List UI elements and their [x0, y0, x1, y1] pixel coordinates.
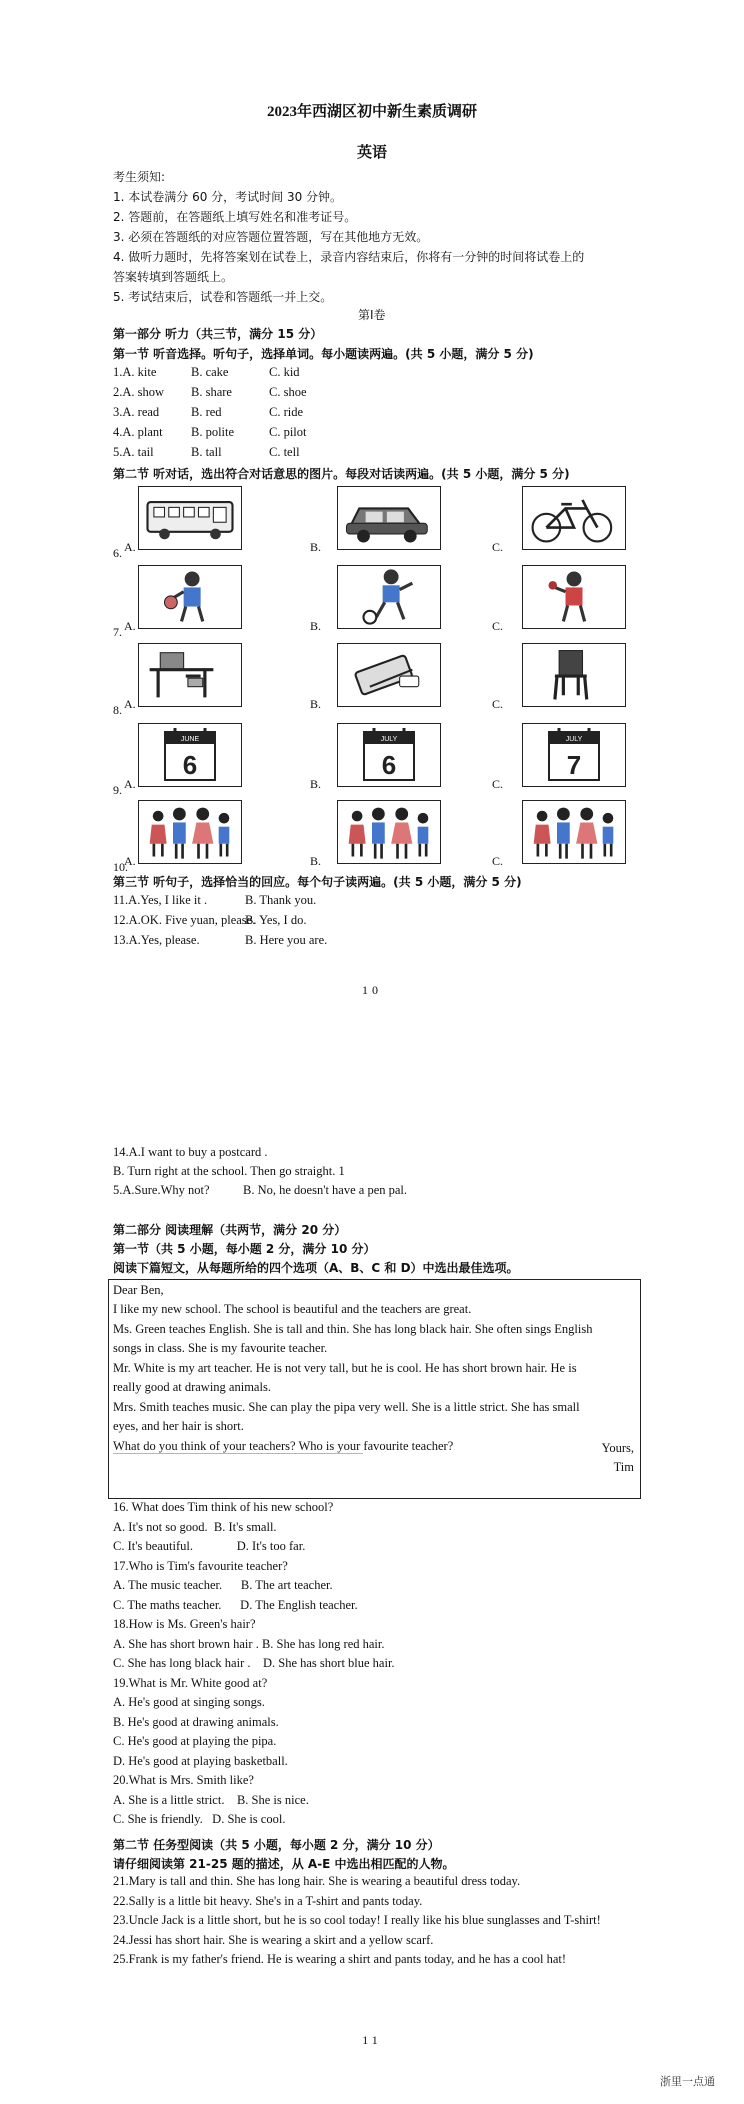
calendar-day: 7	[566, 750, 582, 780]
option-a: 4.A. plant	[113, 425, 163, 439]
option-c: C. pilot	[269, 425, 307, 439]
part2-heading: 第二部分 阅读理解（共两节，满分 20 分）	[113, 1223, 347, 1237]
calendar-icon	[338, 724, 440, 786]
bicycle-icon	[523, 487, 625, 549]
underline-mark	[113, 1453, 363, 1454]
notice-item: 3. 必须在答题纸的对应答题位置答题，写在其他地方无效。	[113, 230, 429, 244]
family-icon	[139, 801, 241, 863]
reading-question-line: 19.What is Mr. White good at?	[113, 1675, 268, 1690]
picture-option-label[interactable]: C.	[492, 619, 504, 633]
option-a: 3.A. read	[113, 405, 160, 419]
task-description-line: 21.Mary is tall and thin. She has long hair. She is wearing a beautiful dress today.	[113, 1874, 521, 1888]
task-description-line: 25.Frank is my father's friend. He is wearing a shirt and pants today, and he has a cool hat!	[113, 1952, 567, 1966]
option-b: B. Yes, I do.	[245, 913, 307, 927]
picture-question-number: 6.	[113, 546, 122, 560]
picture-option-label[interactable]: B.	[310, 619, 322, 633]
picture-option[interactable]	[138, 643, 242, 707]
option-c: C. kid	[269, 365, 300, 379]
option-b: B. red	[191, 405, 222, 419]
option-b: B. polite	[191, 425, 235, 439]
picture-option-label[interactable]: C.	[492, 540, 504, 554]
letter-greeting: Dear Ben,	[113, 1283, 164, 1297]
q15-row	[113, 1183, 407, 1198]
picture-option[interactable]	[337, 643, 441, 707]
reading-question-line: A. She has short brown hair . B. She has long red hair.	[113, 1636, 385, 1651]
calendar-day: 6	[182, 750, 198, 780]
listen-choice-row	[113, 385, 307, 400]
picture-option[interactable]	[522, 800, 626, 864]
letter-line: I like my new school. The school is beautiful and the teachers are great.	[113, 1302, 472, 1316]
notice-item: 1. 本试卷满分 60 分，考试时间 30 分钟。	[113, 190, 343, 204]
picture-option[interactable]	[337, 486, 441, 550]
reading-question-line: C. The maths teacher. D. The English teacher.	[113, 1597, 358, 1612]
page-number: 11	[362, 2033, 382, 2047]
q15-b: B. No, he doesn't have a pen pal.	[243, 1183, 408, 1197]
response-choice-row	[113, 893, 316, 908]
calendar-day: 6	[381, 750, 397, 780]
option-a: 1.A. kite	[113, 365, 157, 379]
reading-question-line: C. It's beautiful. D. It's too far.	[113, 1539, 306, 1553]
option-c: C. tell	[269, 445, 300, 459]
picture-option[interactable]	[337, 565, 441, 629]
option-a: 12.A.OK. Five yuan, please.	[113, 913, 256, 927]
chair-icon	[523, 644, 625, 706]
option-a: 11.A.Yes, I like it .	[113, 893, 208, 907]
picture-option-label[interactable]: C.	[492, 854, 504, 868]
reading-question-line: 16. What does Tim think of his new school?	[113, 1500, 334, 1514]
letter-line: Mrs. Smith teaches music. She can play the pipa very well. She is a little strict. She has small	[113, 1399, 580, 1414]
option-b: B. Thank you.	[245, 893, 317, 907]
letter-line: songs in class. She is my favourite teacher.	[113, 1341, 328, 1355]
calendar-month: JULY	[380, 736, 398, 743]
notice-heading: 考生须知:	[113, 170, 166, 184]
option-c: C. shoe	[269, 385, 307, 399]
part1-heading: 第一部分 听力（共三节，满分 15 分）	[113, 327, 323, 341]
watermark: 浙里一点通	[660, 2075, 715, 2088]
option-b: B. share	[191, 385, 232, 399]
picture-option-label[interactable]: A.	[124, 697, 136, 711]
basketball-player-icon	[139, 566, 241, 628]
exam-title: 2023年西湖区初中新生素质调研	[266, 104, 477, 120]
letter-line: eyes, and her hair is short.	[113, 1419, 244, 1433]
family-icon	[338, 801, 440, 863]
task-description-line: 23.Uncle Jack is a little short, but he is so cool today! I really like his blue sunglasses and T-shirt!	[113, 1913, 601, 1927]
calendar-month: JUNE	[180, 736, 200, 743]
option-c: C. ride	[269, 405, 304, 419]
picture-option-label[interactable]: C.	[492, 697, 504, 711]
notice-item: 4. 做听力题时，先将答案划在试卷上，录音内容结束后，你将有一分钟的时间将试卷上的	[113, 250, 585, 264]
letter-line: Mr. White is my art teacher. He is not very tall, but he is cool. He has short brown hair. He is	[113, 1360, 577, 1375]
letter-closing: Yours,	[601, 1441, 634, 1455]
notice-item: 5. 考试结束后，试卷和答题纸一并上交。	[113, 290, 333, 304]
task-description-line: 22.Sally is a little bit heavy. She's in a T-shirt and pants today.	[113, 1893, 423, 1908]
picture-option-label[interactable]: A.	[124, 777, 136, 791]
listen-choice-row	[113, 445, 300, 460]
letter-line: really good at drawing animals.	[113, 1380, 271, 1394]
volume-label: 第Ⅰ卷	[358, 308, 386, 322]
option-a: 2.A. show	[113, 385, 165, 399]
sec2-heading: 第二节 听对话，选出符合对话意思的图片。每段对话读两遍。(共 5 小题，满分 5 分)	[113, 467, 570, 481]
reading-question-line: A. She is a little strict. B. She is nice.	[113, 1792, 309, 1807]
picture-option-label[interactable]: B.	[310, 697, 322, 711]
picture-option-label[interactable]: A.	[124, 619, 136, 633]
picture-option[interactable]	[337, 800, 441, 864]
calendar-month: JULY	[565, 736, 583, 743]
picture-question-number: 7.	[113, 625, 122, 639]
reading-question-line: C. She is friendly. D. She is cool.	[113, 1812, 286, 1826]
picture-option-label[interactable]: A.	[124, 854, 136, 868]
reading-question-line: 17.Who is Tim's favourite teacher?	[113, 1558, 288, 1573]
picture-option-label[interactable]: A.	[124, 540, 136, 554]
q14-a: 14.A.I want to buy a postcard .	[113, 1145, 268, 1159]
reading-question-line: C. He's good at playing the pipa.	[113, 1734, 277, 1748]
part2-sec1-instruction: 阅读下篇短文，从每题所给的四个选项（A、B、C 和 D）中选出最佳选项。	[113, 1261, 519, 1275]
pencil-box-icon	[338, 644, 440, 706]
subject-title: 英语	[356, 145, 387, 161]
reading-question-line: B. He's good at drawing animals.	[113, 1714, 279, 1729]
picture-option[interactable]	[522, 565, 626, 629]
option-b: B. cake	[191, 365, 229, 379]
picture-option[interactable]	[522, 643, 626, 707]
part2-sec2-instruction: 请仔细阅读第 21-25 题的描述，从 A-E 中选出相匹配的人物。	[113, 1857, 455, 1871]
response-choice-row	[113, 933, 327, 948]
listen-choice-row	[113, 405, 303, 420]
listen-choice-row	[113, 365, 300, 380]
picture-option-label[interactable]: B.	[310, 777, 322, 791]
part2-sec2-heading: 第二节 任务型阅读（共 5 小题，每小题 2 分，满分 10 分）	[113, 1838, 440, 1852]
option-a: 13.A.Yes, please.	[113, 933, 200, 947]
reading-question-line: 20.What is Mrs. Smith like?	[113, 1773, 254, 1787]
bus-icon	[139, 487, 241, 549]
option-a: 5.A. tail	[113, 445, 154, 459]
picture-option[interactable]	[138, 723, 242, 787]
reading-question-line: 18.How is Ms. Green's hair?	[113, 1617, 256, 1631]
reading-question-line: A. It's not so good. B. It's small.	[113, 1519, 277, 1534]
listen-choice-row	[113, 425, 307, 440]
q14-b: B. Turn right at the school. Then go straight. 1	[113, 1164, 345, 1178]
picture-question-number: 10.	[113, 860, 128, 874]
family-icon	[523, 801, 625, 863]
car-icon	[338, 487, 440, 549]
picture-option[interactable]	[522, 486, 626, 550]
picture-option[interactable]	[138, 486, 242, 550]
letter-signature: Tim	[613, 1460, 634, 1474]
notice-item: 答案转填到答题纸上。	[113, 270, 234, 284]
calendar-icon	[139, 724, 241, 786]
letter-line: Ms. Green teaches English. She is tall and thin. She has long black hair. She often sings English	[113, 1321, 593, 1336]
picture-option-label[interactable]: B.	[310, 854, 322, 868]
picture-option[interactable]	[522, 723, 626, 787]
sec1-heading: 第一节 听音选择。听句子，选择单词。每小题读两遍。(共 5 小题，满分 5 分)	[113, 347, 534, 361]
pingpong-player-icon	[523, 566, 625, 628]
notice-item: 2. 答题前，在答题纸上填写姓名和准考证号。	[113, 210, 357, 224]
reading-question-line: A. The music teacher. B. The art teacher.	[113, 1578, 333, 1592]
page-number: 10	[362, 983, 382, 997]
picture-question-number: 8.	[113, 703, 122, 717]
picture-option-label[interactable]: C.	[492, 777, 504, 791]
option-b: B. tall	[191, 445, 222, 459]
desk-icon	[139, 644, 241, 706]
football-player-icon	[338, 566, 440, 628]
q15-a: 5.A.Sure.Why not?	[113, 1183, 210, 1197]
picture-option-label[interactable]: B.	[310, 540, 322, 554]
calendar-icon	[523, 724, 625, 786]
option-b: B. Here you are.	[245, 933, 328, 947]
task-description-line: 24.Jessi has short hair. She is wearing a skirt and a yellow scarf.	[113, 1932, 434, 1947]
picture-option[interactable]	[337, 723, 441, 787]
picture-question-number: 9.	[113, 783, 122, 797]
response-choice-row	[113, 913, 306, 928]
sec3-heading: 第三节 听句子，选择恰当的回应。每个句子读两遍。(共 5 小题，满分 5 分)	[113, 875, 522, 889]
picture-option[interactable]	[138, 800, 242, 864]
part2-sec1-heading: 第一节（共 5 小题，每小题 2 分，满分 10 分）	[113, 1242, 376, 1256]
letter-line: What do you think of your teachers? Who is your favourite teacher?	[113, 1438, 454, 1453]
picture-option[interactable]	[138, 565, 242, 629]
reading-question-line: D. He's good at playing basketball.	[113, 1753, 288, 1768]
reading-question-line: C. She has long black hair . D. She has short blue hair.	[113, 1656, 395, 1670]
reading-question-line: A. He's good at singing songs.	[113, 1695, 265, 1709]
